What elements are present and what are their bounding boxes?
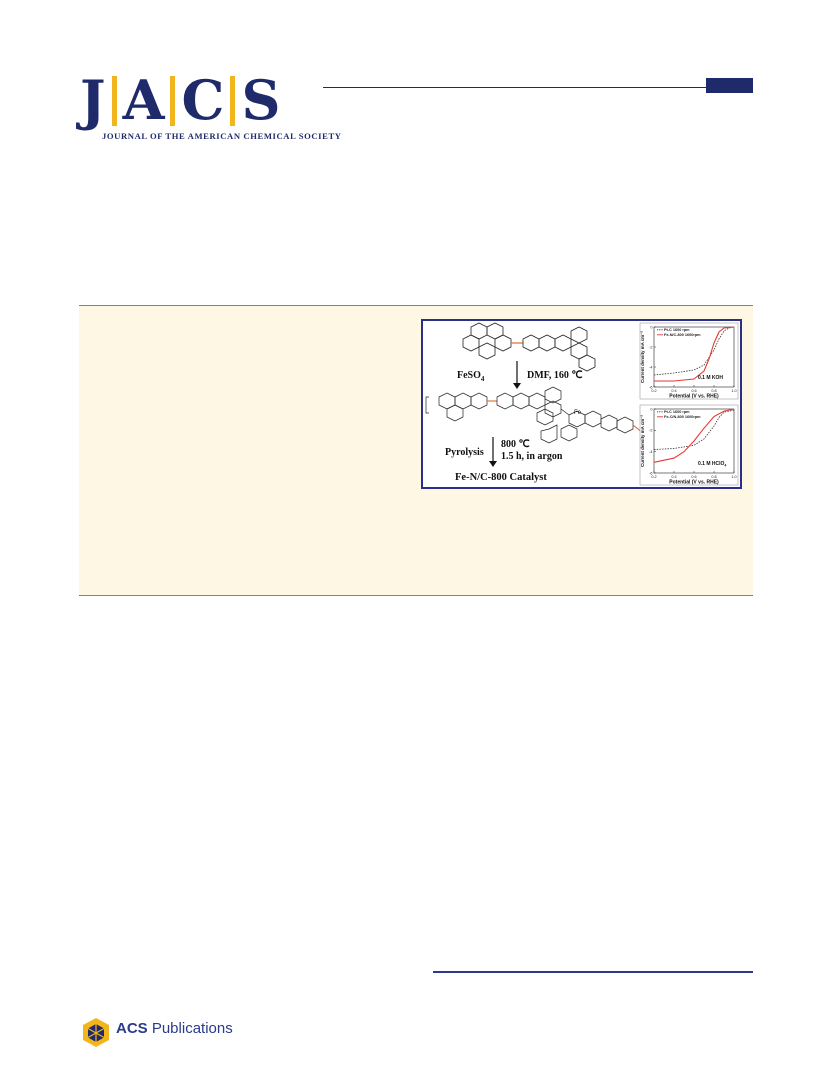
lsv-chart-hclo4: [640, 405, 738, 486]
condition-label-2a: 800 ℃: [501, 439, 530, 450]
y-tick-label: -2: [649, 345, 653, 350]
legend-label: Fe-N/C-800 1600rpm: [664, 333, 701, 337]
legend-label: Pt-C 1600 rpm: [664, 328, 690, 332]
y-tick-label: 0: [650, 407, 653, 412]
x-axis-label: Potential (V vs. RHE): [669, 393, 719, 400]
y-axis-label: Current density mA cm⁻²: [640, 331, 645, 383]
y-tick-label: -4: [649, 450, 653, 455]
y-tick-label: 0: [650, 325, 653, 330]
footnote-rule: [433, 971, 753, 973]
legend-label: Pt-C 1600 rpm: [664, 410, 690, 414]
y-tick-label: -4: [649, 365, 653, 370]
x-tick-label: 0.8: [711, 389, 717, 393]
jacs-logo: [80, 68, 342, 142]
y-axis-label: Current density mA cm⁻²: [640, 415, 645, 467]
acs-publications-text: [116, 1020, 233, 1037]
toc-graphic: [421, 319, 742, 489]
x-tick-label: 0.6: [691, 389, 697, 393]
publications-label: Publications: [147, 1020, 233, 1037]
x-tick-label: 0.2: [651, 389, 657, 393]
logo-letter-s: S: [241, 68, 281, 132]
condition-label-1: DMF, 160 ℃: [527, 370, 583, 381]
electrolyte-annotation: 0.1 M KOH: [698, 375, 724, 381]
lsv-chart-koh: [640, 323, 738, 400]
logo-divider: [170, 76, 175, 126]
x-tick-label: 0.4: [671, 389, 677, 393]
logo-divider: [230, 76, 235, 126]
acs-hexagon-icon: [78, 1016, 114, 1050]
header-tab: [706, 78, 753, 93]
y-tick-label: -2: [649, 428, 653, 433]
y-tick-label: -6: [649, 385, 653, 390]
acs-bold-label: ACS: [116, 1020, 148, 1037]
electrolyte-annotation: 0.1 M HClO$_4$: [698, 461, 727, 468]
logo-divider: [112, 76, 117, 126]
logo-letter-a: A: [122, 68, 165, 132]
x-axis-label: Potential (V vs. RHE): [669, 479, 719, 486]
reagent-label-1: FeSO$_4$: [457, 370, 485, 383]
reaction-arrow-2: [489, 437, 497, 467]
reactant-molecule: [463, 323, 595, 371]
x-tick-label: 0.6: [691, 475, 697, 479]
reaction-arrow-1: [513, 361, 521, 389]
reagent-label-2: Pyrolysis: [445, 447, 484, 458]
x-tick-label: 0.8: [711, 475, 717, 479]
logo-letter-c: C: [181, 68, 225, 132]
condition-label-2b: 1.5 h, in argon: [501, 451, 563, 462]
x-tick-label: 1.0: [731, 475, 737, 479]
toc-svg: [423, 321, 740, 487]
x-tick-label: 0.2: [651, 475, 657, 479]
fe-label-1: Fe: [574, 410, 582, 416]
x-tick-label: 1.0: [731, 389, 737, 393]
y-tick-label: -6: [649, 471, 653, 476]
header-rule: [323, 87, 753, 88]
logo-letter-j: J: [80, 68, 106, 132]
x-tick-label: 0.4: [671, 475, 677, 479]
product-label: Fe-N/C-800 Catalyst: [455, 472, 547, 483]
legend-label: Fe-C/N-800 1600rpm: [664, 415, 701, 419]
journal-name: JOURNAL OF THE AMERICAN CHEMICAL SOCIETY: [102, 131, 342, 141]
